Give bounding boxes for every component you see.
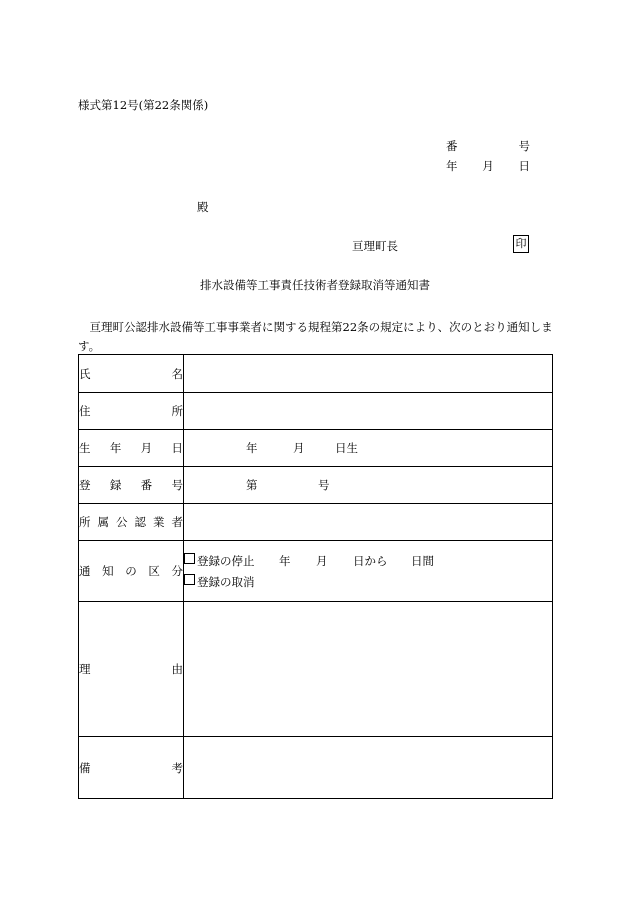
address-label: 住 所 (79, 393, 184, 430)
seal-mark: 印 (513, 235, 529, 253)
name-field[interactable] (184, 355, 553, 393)
number-suffix: 号 (518, 139, 530, 153)
notice-option-suspend[interactable]: 登録の停止 年 月 日から 日間 (184, 553, 552, 569)
row-birthdate (79, 430, 553, 467)
name-label: 氏 名 (79, 355, 184, 393)
reason-label: 理 由 (79, 602, 184, 737)
notice-options (184, 541, 553, 602)
form-reference: 様式第12号(第22条関係) (78, 98, 209, 112)
notice-label: 通 知 の 区 分 (79, 541, 184, 602)
remarks-field[interactable] (184, 737, 553, 799)
notice-option-cancel[interactable]: 登録の取消 (184, 574, 552, 590)
row-address (79, 393, 553, 430)
date-year: 年 (446, 159, 458, 173)
remarks-label: 備 考 (79, 737, 184, 799)
address-field[interactable] (184, 393, 553, 430)
birthdate-label: 生 年 月 日 (79, 430, 184, 467)
regno-label: 登 録 番 号 (79, 467, 184, 504)
row-remarks (79, 737, 553, 799)
form-table (78, 354, 553, 799)
document-date (446, 158, 530, 174)
row-name (79, 355, 553, 393)
date-month: 月 (482, 159, 494, 173)
row-notice (79, 541, 553, 602)
addressee-suffix: 殿 (197, 200, 209, 214)
row-reason (79, 602, 553, 737)
suspend-checkbox[interactable] (184, 553, 195, 564)
company-label: 所 属 公 認 業 者 (79, 504, 184, 541)
cancel-checkbox[interactable] (184, 574, 195, 585)
number-label: 番 (446, 139, 458, 153)
issuer: 亘理町長 (352, 239, 398, 253)
regno-field[interactable]: 第 号 (184, 467, 553, 504)
document-title: 排水設備等工事責任技術者登録取消等通知書 (200, 278, 430, 292)
row-company (79, 504, 553, 541)
company-field[interactable] (184, 504, 553, 541)
date-day: 日 (518, 159, 530, 173)
reason-field[interactable] (184, 602, 553, 737)
row-regno (79, 467, 553, 504)
birthdate-field[interactable]: 年 月 日生 (184, 430, 553, 467)
body-text: 亘理町公認排水設備等工事事業者に関する規程第22条の規定により、次のとおり通知します。 (78, 320, 553, 353)
document-number (446, 138, 530, 154)
